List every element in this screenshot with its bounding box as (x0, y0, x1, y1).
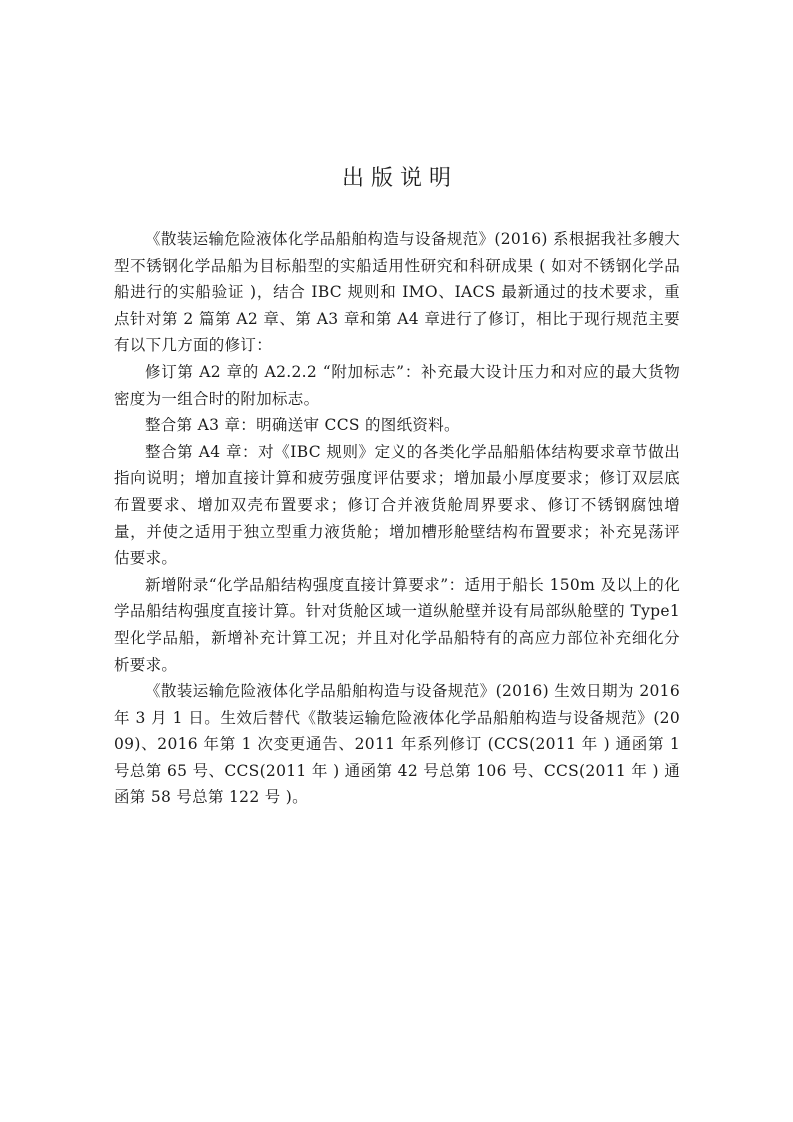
paragraph-a2-revision: 修订第 A2 章的 A2.2.2 “附加标志”：补充最大设计压力和对应的最大货物密度为一组合时的附加标志。 (114, 362, 680, 408)
paragraph-new-appendix: 新增附录“化学品船结构强度直接计算要求”：适用于船长 150m 及以上的化学品船结构强度直接计算。针对货舱区域一道纵舱壁并设有局部纵舱壁的 Type1 型化学品船，新增补充计算工况；并且对化学品船特有的高应力部位补充细化分析要求。 (114, 575, 680, 674)
paragraph-a4-integration: 整合第 A4 章：对《IBC 规则》定义的各类化学品船船体结构要求章节做出指向说明；增加直接计算和疲劳强度评估要求；增加最小厚度要求；修订双层底布置要求、增加双壳布置要求；修订合并液货舱周界要求、修订不锈钢腐蚀增量，并使之适用于独立型重力液货舱；增加槽形舱壁结构布置要求；补充晃荡评估要求。 (114, 442, 680, 568)
body-text (114, 226, 680, 811)
paragraph-intro: 《散装运输危险液体化学品船舶构造与设备规范》(2016) 系根据我社多艘大型不锈钢化学品船为目标船型的实船适用性研究和科研成果 ( 如对不锈钢化学品船进行的实船验证 )，结合 IBC 规则和 IMO、IACS 最新通过的技术要求，重点针对第 2 篇第 A2 章、第 A3 章和第 A4 章进行了修订，相比于现行规范主要有以下几方面的修订： (114, 230, 680, 355)
paragraph-effective-date: 《散装运输危险液体化学品船舶构造与设备规范》(2016) 生效日期为 2016 年 3 月 1 日。生效后替代《散装运输危险液体化学品船舶构造与设备规范》(2009)、2016 年第 1 次变更通告、2011 年系列修订 (CCS(2011 年 ) 通函第 1 号总第 65 号、CCS(2011 年 ) 通函第 42 号总第 106 号、CCS(2011 年 ) 通函第 58 号总第 122 号 )。 (114, 682, 680, 807)
page-title: 出版说明 (341, 166, 458, 191)
paragraph-a3-integration: 整合第 A3 章：明确送审 CCS 的图纸资料。 (145, 416, 460, 435)
